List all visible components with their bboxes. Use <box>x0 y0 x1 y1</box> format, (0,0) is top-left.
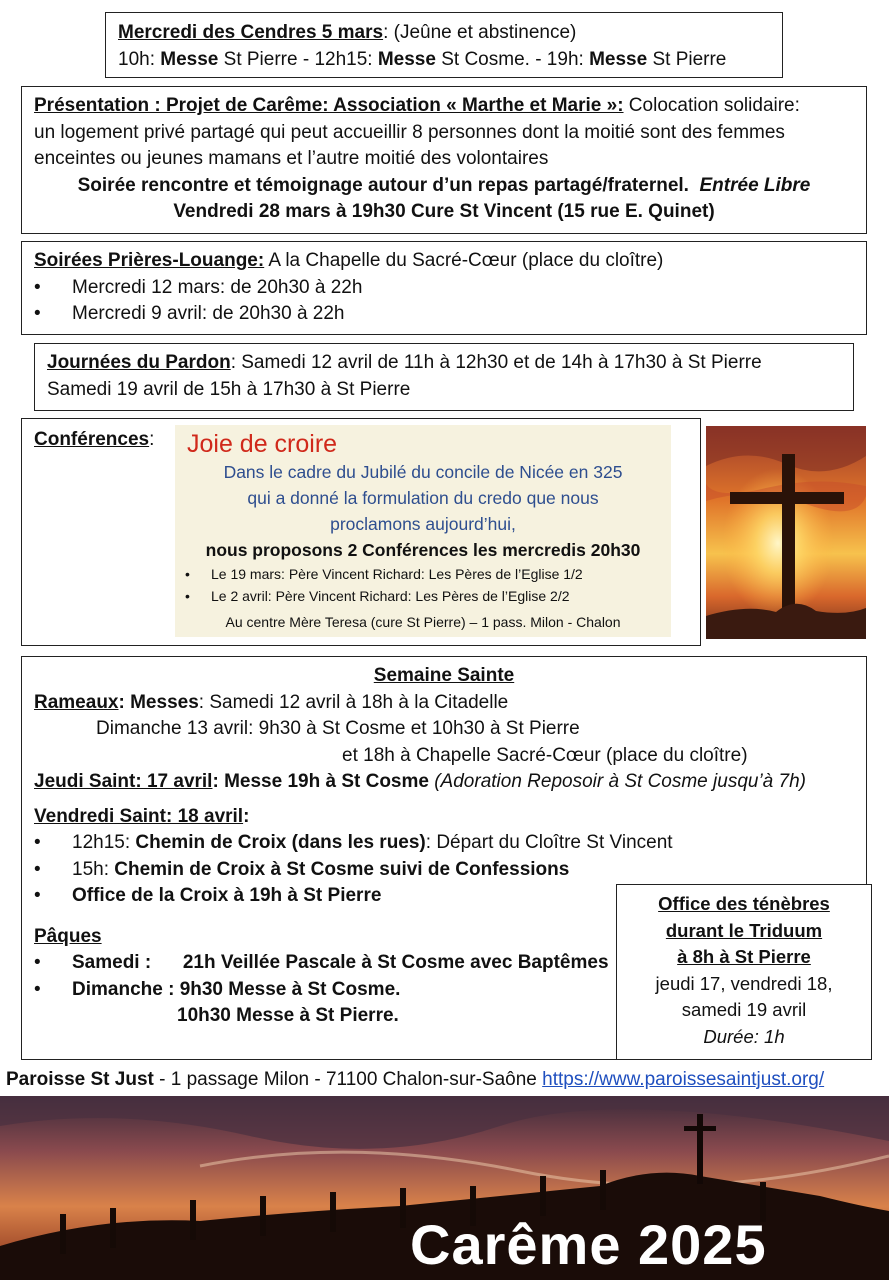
bullet-icon: • <box>34 885 41 906</box>
prayer-location: A la Chapelle du Sacré-Cœur (place du cloître) <box>264 250 664 271</box>
conference-item: Le 2 avril: Père Vincent Richard: Les Pères de l’Eglise 2/2 <box>211 588 570 604</box>
holy-week-title: Semaine Sainte <box>373 665 515 686</box>
conference-place: Au centre Mère Teresa (cure St Pierre) – 1 pass. Milon - Chalon <box>225 614 621 630</box>
lent-project-box <box>21 86 867 234</box>
pardon-days-box <box>34 343 854 411</box>
rameaux-sunday: Dimanche 13 avril: 9h30 à St Cosme et 10h30 à St Pierre <box>96 718 580 739</box>
list-item <box>34 830 854 857</box>
tenebrae-days-2: samedi 19 avril <box>681 999 807 1020</box>
tenebrae-heading <box>623 891 865 918</box>
easter-sunday-2: 10h30 Messe à St Pierre. <box>177 1005 399 1026</box>
colon: : <box>243 805 250 827</box>
prayer-date: Mercredi 9 avril: de 20h30 à 22h <box>72 303 345 324</box>
pardon-date-1: : Samedi 12 avril de 11h à 12h30 et de 14h à 17h30 à St Pierre <box>230 352 762 373</box>
project-description-1: un logement privé partagé qui peut accueillir 8 personnes dont la moitié sont des femmes <box>34 121 785 143</box>
tenebrae-box <box>616 884 872 1060</box>
ash-wednesday-box <box>105 12 783 78</box>
project-heading: Présentation : Projet de Carême: Association « Marthe et Marie »: <box>34 95 624 116</box>
conference-context-1: Dans le cadre du Jubilé du concile de Nicée en 325 <box>223 462 623 482</box>
mass-label: Messe <box>377 48 436 70</box>
rameaux-label: Rameaux <box>34 691 119 713</box>
event-title: Chemin de Croix (dans les rues) <box>135 832 426 853</box>
conference-item: Le 19 mars: Père Vincent Richard: Les Pères de l’Eglise 1/2 <box>211 566 583 582</box>
easter-sunday-1: Dimanche : 9h30 Messe à St Cosme. <box>72 978 401 1000</box>
good-friday-heading-line <box>34 804 854 831</box>
prayer-heading-line <box>34 248 854 275</box>
event-detail: : Départ du Cloître St Vincent <box>425 832 673 853</box>
ash-wednesday-times <box>118 47 770 74</box>
conference-context-2: qui a donné la formulation du credo que nous <box>247 488 599 508</box>
bullet-icon: • <box>185 566 190 582</box>
cross-sunset-image <box>706 426 866 639</box>
pardon-line-1 <box>47 350 841 377</box>
tenebrae-title-1: Office des ténèbres <box>658 893 830 914</box>
ash-wednesday-note: : (Jeûne et abstinence) <box>383 22 577 43</box>
prayer-date: Mercredi 12 mars: de 20h30 à 22h <box>72 276 363 298</box>
holy-thursday-line <box>34 769 854 796</box>
list-item <box>175 585 671 607</box>
rameaux-saturday: : Samedi 12 avril à 18h à la Citadelle <box>198 691 509 713</box>
holy-thursday-mass: : Messe 19h à St Cosme <box>212 771 429 792</box>
conference-context-3: proclamons aujourd’hui, <box>330 514 516 534</box>
prayer-evenings-box <box>21 241 867 335</box>
ash-wednesday-heading: Mercredi des Cendres 5 mars <box>118 22 384 43</box>
rameaux-masses: : Messes <box>118 691 199 713</box>
event-title: Office de la Croix à 19h à St Pierre <box>72 885 382 906</box>
rameaux-sunday-evening: et 18h à Chapelle Sacré-Cœur (place du cloître) <box>342 744 748 766</box>
parish-footer <box>6 1067 824 1094</box>
project-evening-line <box>34 173 854 200</box>
holy-week-title-line <box>34 663 854 690</box>
parish-name: Paroisse St Just <box>6 1069 154 1090</box>
rameaux-line-1 <box>34 690 854 717</box>
bullet-icon: • <box>185 588 190 604</box>
time-text: St Pierre - 12h15: <box>218 48 378 70</box>
easter-saturday: Samedi : 21h Veillée Pascale à St Cosme avec Baptêmes <box>72 952 609 973</box>
tenebrae-days-1: jeudi 17, vendredi 18, <box>655 972 833 994</box>
event-time: 15h: <box>72 858 115 880</box>
project-evening: Soirée rencontre et témoignage autour d’un repas partagé/fraternel. <box>77 174 689 196</box>
bullet-icon: • <box>34 832 41 853</box>
list-item <box>34 301 854 328</box>
project-date-line <box>34 199 854 226</box>
tenebrae-title-3: à 8h à St Pierre <box>677 946 811 967</box>
ash-wednesday-heading-line <box>118 20 770 47</box>
list-item <box>34 857 854 884</box>
prayer-heading: Soirées Prières-Louange: <box>34 250 265 271</box>
holy-thursday-label: Jeudi Saint: 17 avril <box>34 771 213 792</box>
pardon-heading: Journées du Pardon <box>47 352 231 373</box>
event-title: Chemin de Croix à St Cosme suivi de Confessions <box>114 858 570 880</box>
banner-title: Carême 2025 <box>410 1213 767 1276</box>
holy-thursday-adoration: (Adoration Reposoir à St Cosme jusqu’à 7h) <box>434 771 806 792</box>
conference-panel <box>175 425 671 637</box>
bullet-icon: • <box>34 978 41 1000</box>
project-heading-line <box>34 93 854 120</box>
tenebrae-title-2: durant le Triduum <box>665 919 823 941</box>
mass-label: Messe <box>589 48 648 70</box>
good-friday-label: Vendredi Saint: 18 avril <box>34 805 244 827</box>
bullet-icon: • <box>34 952 41 973</box>
project-date: Vendredi 28 mars à 19h30 Cure St Vincent (15 rue E. Quinet) <box>173 201 715 222</box>
bullet-icon: • <box>34 303 41 324</box>
time-text: St Cosme. - 19h: <box>435 48 590 70</box>
tenebrae-duration: Durée: 1h <box>703 1025 785 1047</box>
conferences-box <box>21 418 701 646</box>
free-entry: Entrée Libre <box>699 174 811 196</box>
bullet-icon: • <box>34 276 41 298</box>
mass-label: Messe <box>160 48 219 70</box>
easter-label: Pâques <box>34 925 102 947</box>
time-text: 10h: <box>118 48 161 70</box>
list-item <box>175 563 671 585</box>
event-time: 12h15: <box>72 832 136 853</box>
parish-address: - 1 passage Milon - 71100 Chalon-sur-Saône <box>153 1069 543 1090</box>
project-description-2: enceintes ou jeunes mamans et l’autre moitié des volontaires <box>34 148 549 169</box>
conference-title: Joie de croire <box>187 430 338 458</box>
conference-announcement: nous proposons 2 Conférences les mercredis 20h30 <box>205 540 641 560</box>
time-text: St Pierre <box>647 48 727 70</box>
conferences-label: Conférences <box>34 429 150 450</box>
list-item <box>34 275 854 302</box>
bullet-icon: • <box>34 858 41 880</box>
parish-website-link[interactable]: https://www.paroissesaintjust.org/ <box>542 1069 825 1090</box>
colon: : <box>149 429 155 450</box>
pardon-date-2: Samedi 19 avril de 15h à 17h30 à St Pierre <box>47 378 411 400</box>
project-subject: Colocation solidaire: <box>623 95 800 116</box>
